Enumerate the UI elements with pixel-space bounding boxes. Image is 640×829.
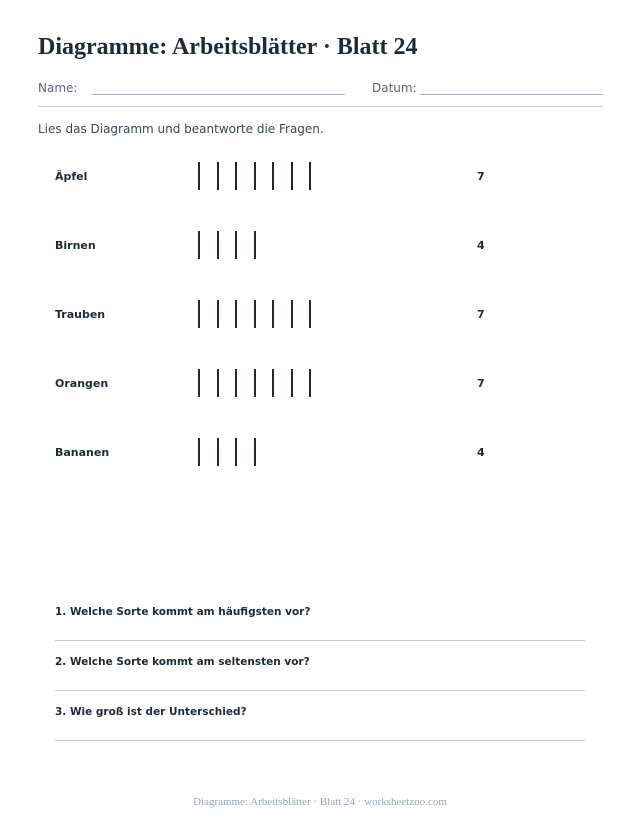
chart-row [0,438,640,468]
tally-mark [198,369,200,397]
category-label: Orangen [55,377,109,390]
name-label: Name: [38,81,78,95]
tally-mark [254,438,256,466]
date-label: Datum: [372,81,417,95]
category-label: Bananen [55,446,110,459]
tally-mark [217,438,219,466]
count-label: 4 [477,239,485,252]
tally-mark [254,231,256,259]
chart-row [0,231,640,261]
answer-line-1[interactable] [55,640,585,641]
answer-line-3[interactable] [55,740,585,741]
question-2: 2. Welche Sorte kommt am seltensten vor? [55,656,310,668]
tally-mark [217,300,219,328]
tally-mark [198,162,200,190]
tally-mark [272,300,274,328]
tally-mark [291,300,293,328]
question-3: 3. Wie groß ist der Unterschied? [55,706,247,718]
count-label: 7 [477,377,485,390]
count-label: 7 [477,308,485,321]
tally-mark [198,231,200,259]
date-field[interactable] [420,94,603,95]
tally-mark [198,300,200,328]
tally-mark [235,369,237,397]
header-divider [38,106,603,107]
tally-mark [235,300,237,328]
category-label: Birnen [55,239,96,252]
answer-line-2[interactable] [55,690,585,691]
tally-mark [235,438,237,466]
question-1: 1. Welche Sorte kommt am häufigsten vor? [55,606,311,618]
chart-row [0,300,640,330]
chart-row [0,369,640,399]
tally-mark [272,162,274,190]
tally-mark [291,369,293,397]
page-title: Diagramme: Arbeitsblätter · Blatt 24 [38,34,418,60]
tally-mark [291,162,293,190]
tally-mark [217,162,219,190]
name-field[interactable] [92,94,345,95]
tally-mark [254,369,256,397]
tally-mark [198,438,200,466]
page-footer: Diagramme: Arbeitsblätter · Blatt 24 · worksheetzoo.com [193,796,447,808]
instructions: Lies das Diagramm und beantworte die Fragen. [38,122,324,136]
tally-mark [254,162,256,190]
tally-mark [309,162,311,190]
tally-mark [235,231,237,259]
tally-mark [254,300,256,328]
tally-mark [309,369,311,397]
tally-mark [217,231,219,259]
count-label: 4 [477,446,485,459]
tally-mark [217,369,219,397]
tally-mark [309,300,311,328]
tally-mark [272,369,274,397]
count-label: 7 [477,170,485,183]
category-label: Äpfel [55,170,88,183]
tally-mark [235,162,237,190]
category-label: Trauben [55,308,106,321]
chart-row [0,162,640,192]
